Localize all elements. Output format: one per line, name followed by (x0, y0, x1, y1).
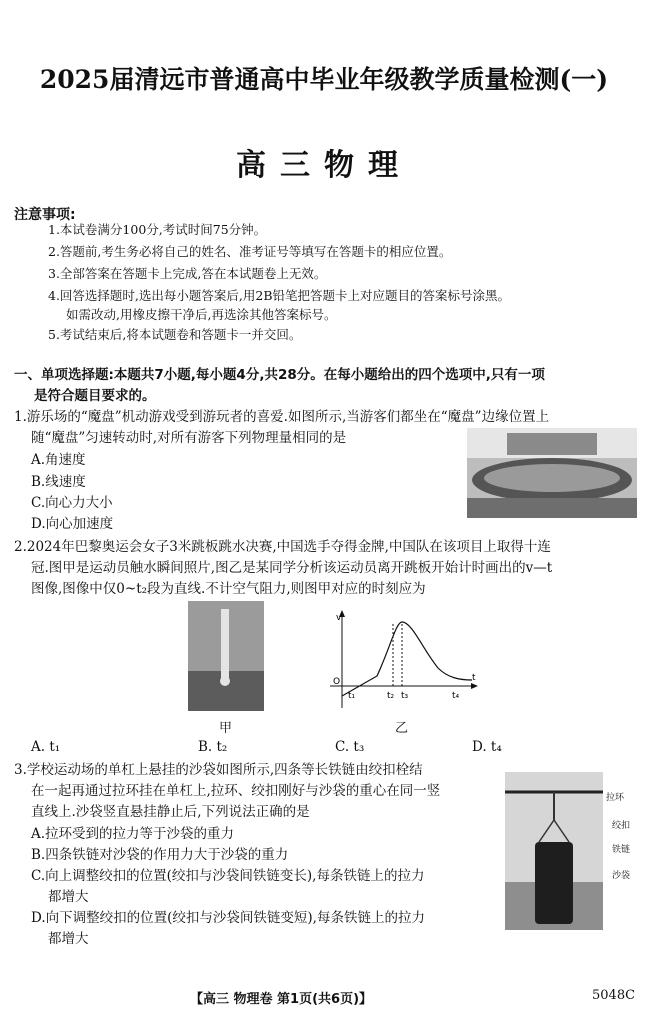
question-3-line: 3.学校运动场的单杠上悬挂的沙袋如图所示,四条等长铁链由绞扣栓结 (14, 762, 423, 778)
question-1-line: 随“魔盘”匀速转动时,对所有游客下列物理量相同的是 (31, 430, 347, 446)
notice-heading: 注意事项: (14, 207, 76, 223)
diver-photo (188, 601, 264, 711)
q3-option-d: D.向下调整绞扣的位置(绞扣与沙袋间铁链变短),每条铁链上的拉力 (31, 910, 425, 926)
tick-label: t₄ (452, 691, 460, 701)
v-axis-label: v (336, 613, 342, 623)
ring-label: 拉环 (606, 793, 625, 803)
tick-label: t₁ (348, 691, 356, 701)
notice-item: 1.本试卷满分100分,考试时间75分钟。 (48, 222, 267, 237)
tick-label: t₂ (387, 691, 395, 701)
q3-option-d-cont: 都增大 (48, 931, 89, 947)
knot-label: 绞扣 (612, 821, 631, 831)
q2-option-c: C. t₃ (335, 739, 365, 755)
q3-option-a: A.拉环受到的拉力等于沙袋的重力 (31, 826, 235, 842)
notice-item: 5.考试结束后,将本试题卷和答题卡一并交回。 (48, 327, 302, 342)
figure-b-caption: 乙 (395, 721, 409, 736)
q1-option-b: B.线速度 (31, 474, 86, 490)
page-footer: 【高三 物理卷 第1页(共6页)】 (190, 992, 373, 1007)
magic-disc-photo (467, 428, 637, 518)
paper-code: 5048C (592, 988, 636, 1003)
bag-label: 沙袋 (612, 871, 631, 881)
notice-item: 3.全部答案在答题卡上完成,答在本试题卷上无效。 (48, 266, 327, 281)
v-t-graph (320, 608, 480, 712)
q3-option-b: B.四条铁链对沙袋的作用力大于沙袋的重力 (31, 847, 289, 863)
sandbag-photo (505, 772, 603, 930)
question-2-line: 图像,图像中仅0~t₂段为直线.不计空气阻力,则图甲对应的时刻应为 (31, 581, 426, 597)
q1-option-c: C.向心力大小 (31, 495, 113, 511)
question-2-line: 2.2024年巴黎奥运会女子3米跳板跳水决赛,中国选手夺得金牌,中国队在该项目上取得十连 (14, 539, 551, 555)
q1-option-d: D.向心加速度 (31, 516, 114, 532)
question-3-line: 直线上.沙袋竖直悬挂静止后,下列说法正确的是 (31, 804, 310, 820)
q2-option-b: B. t₂ (198, 739, 228, 755)
t-axis-label: t (472, 673, 476, 683)
notice-item: 2.答题前,考生务必将自己的姓名、准考证号等填写在答题卡的相应位置。 (48, 244, 452, 259)
question-3-line: 在一起再通过拉环挂在单杠上,拉环、绞扣刚好与沙袋的重心在同一竖 (31, 783, 441, 799)
figure-a-caption: 甲 (219, 721, 233, 736)
subject-title: 高三物理 (236, 148, 412, 183)
q3-option-c: C.向上调整绞扣的位置(绞扣与沙袋间铁链变长),每条铁链上的拉力 (31, 868, 425, 884)
tick-label: t₃ (401, 691, 409, 701)
chain-label: 铁链 (612, 845, 631, 855)
notice-item: 如需改动,用橡皮擦干净后,再选涂其他答案标号。 (66, 307, 337, 322)
q1-option-a: A.角速度 (31, 452, 86, 468)
q3-option-c-cont: 都增大 (48, 889, 89, 905)
q2-option-d: D. t₄ (472, 739, 502, 755)
section-heading: 一、单项选择题:本题共7小题,每小题4分,共28分。在每小题给出的四个选项中,只有一项 是符合题目要求的。 (14, 367, 545, 404)
q2-option-a: A. t₁ (31, 739, 61, 755)
question-2-line: 冠.图甲是运动员触水瞬间照片,图乙是某同学分析该运动员离开跳板开始计时画出的v—t (31, 560, 553, 576)
question-1-line: 1.游乐场的“魔盘”机动游戏受到游玩者的喜爱.如图所示,当游客们都坐在“魔盘”边缘位置上 (14, 409, 550, 425)
origin-label: O (333, 677, 341, 687)
notice-item: 4.回答选择题时,选出每小题答案后,用2B铅笔把答题卡上对应题目的答案标号涂黑。 (48, 288, 511, 303)
exam-title: 2025届清远市普通高中毕业年级教学质量检测(一) (39, 65, 609, 94)
